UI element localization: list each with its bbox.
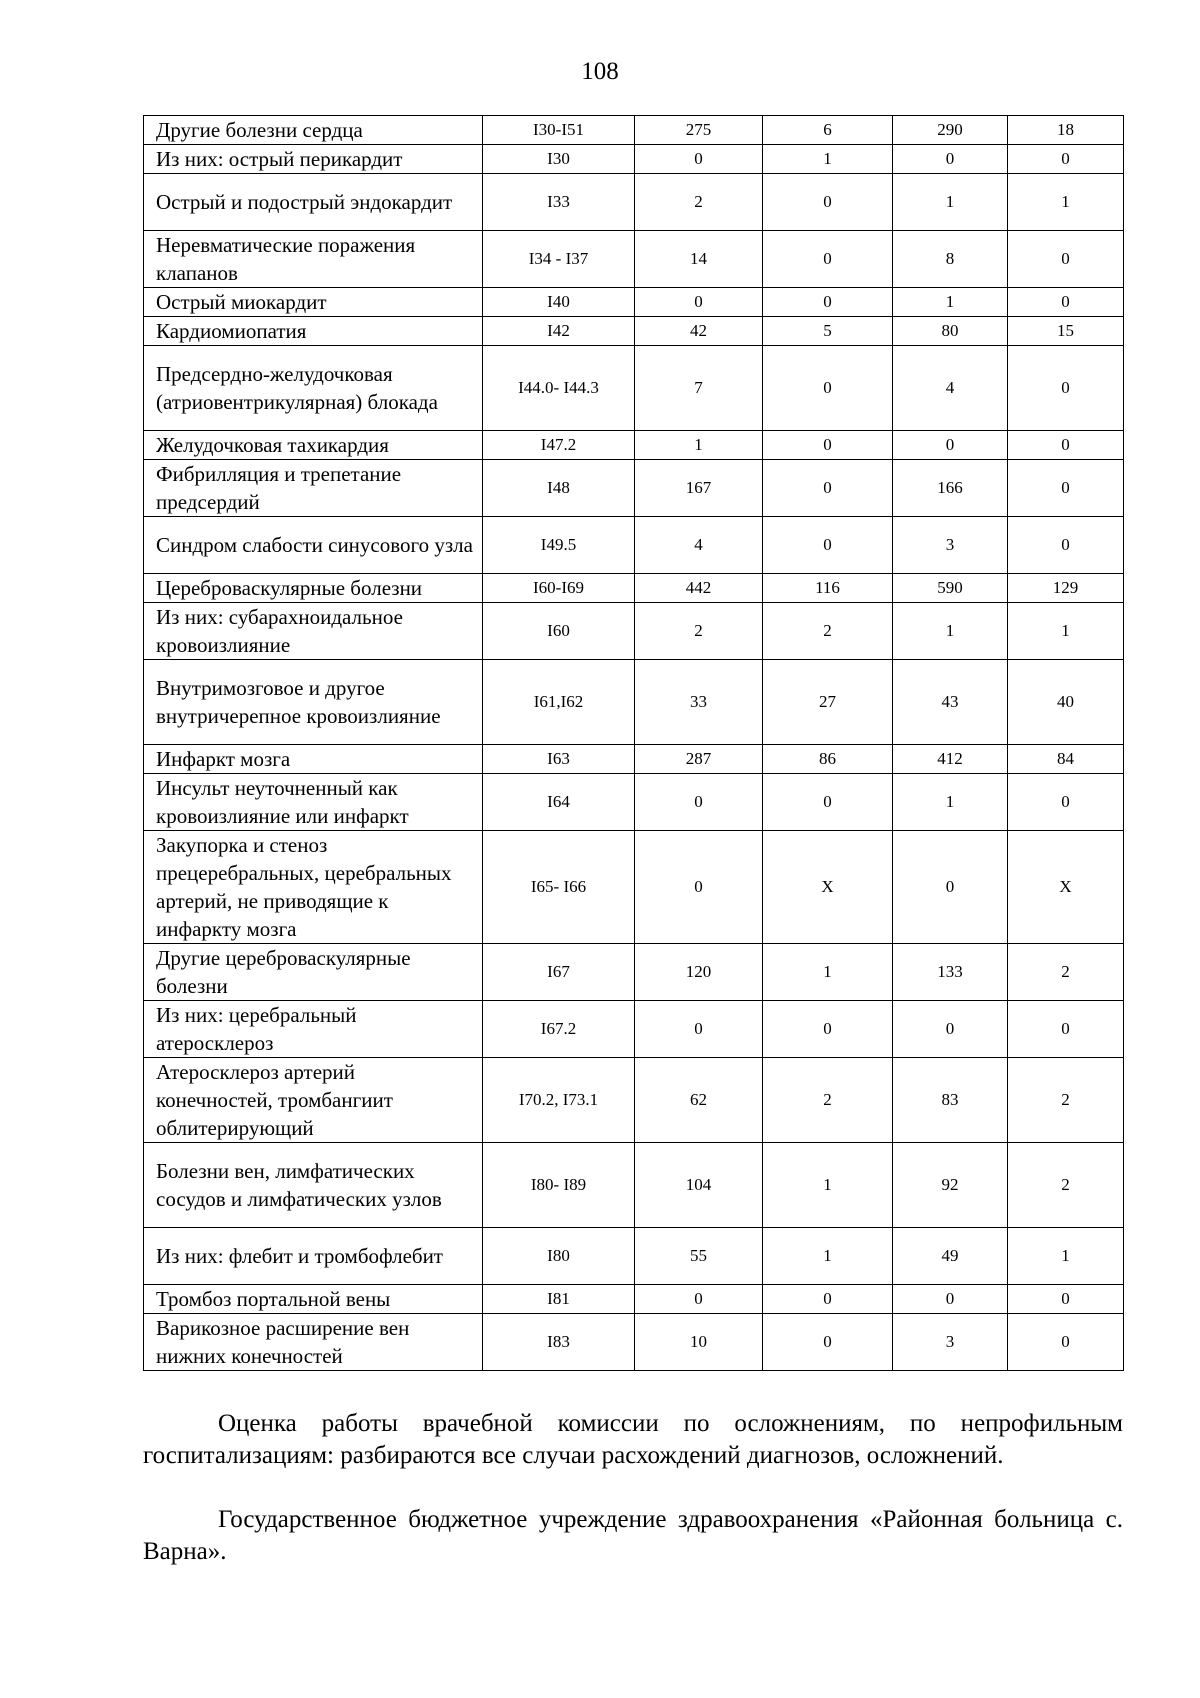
value-cell: 0 <box>1008 1285 1124 1314</box>
table-row <box>144 288 1124 317</box>
value-cell: 0 <box>763 1001 893 1058</box>
value-cell: X <box>1008 831 1124 944</box>
disease-name-cell: Из них: острый перикардит <box>144 145 483 174</box>
icd-code-cell: I63 <box>483 745 635 774</box>
disease-name-cell: Тромбоз портальной вены <box>144 1285 483 1314</box>
disease-name-cell: Предсердно-желудочковая (атриовентрикулярная) блокада <box>144 346 483 431</box>
icd-code-cell: I67.2 <box>483 1001 635 1058</box>
table-row <box>144 145 1124 174</box>
value-cell: 116 <box>763 574 893 603</box>
value-cell: 0 <box>893 831 1008 944</box>
value-cell: 83 <box>893 1058 1008 1143</box>
disease-name-cell: Другие цереброваскулярные болезни <box>144 944 483 1001</box>
value-cell: 1 <box>893 288 1008 317</box>
icd-code-cell: I83 <box>483 1314 635 1371</box>
value-cell: 7 <box>635 346 763 431</box>
value-cell: 287 <box>635 745 763 774</box>
value-cell: 2 <box>763 1058 893 1143</box>
value-cell: 0 <box>635 1001 763 1058</box>
disease-name-cell: Из них: субарахноидальное кровоизлияние <box>144 603 483 660</box>
value-cell: 10 <box>635 1314 763 1371</box>
value-cell: 0 <box>763 431 893 460</box>
value-cell: 2 <box>635 174 763 231</box>
value-cell: 0 <box>893 431 1008 460</box>
value-cell: 4 <box>635 517 763 574</box>
disease-name-cell: Закупорка и стеноз прецеребральных, церебральных артерий, не приводящие к инфаркту мозга <box>144 831 483 944</box>
value-cell: 40 <box>1008 660 1124 745</box>
value-cell: 0 <box>893 145 1008 174</box>
disease-name-cell: Кардиомиопатия <box>144 317 483 346</box>
disease-name-cell: Атеросклероз артерий конечностей, тромбангиит облитерирующий <box>144 1058 483 1143</box>
table-row <box>144 1143 1124 1228</box>
value-cell: 2 <box>1008 1143 1124 1228</box>
disease-statistics-table <box>143 115 1124 1371</box>
table-row <box>144 1001 1124 1058</box>
value-cell: 0 <box>763 288 893 317</box>
disease-name-cell: Инсульт неуточненный как кровоизлияние или инфаркт <box>144 774 483 831</box>
value-cell: 0 <box>763 517 893 574</box>
table-row <box>144 1058 1124 1143</box>
value-cell: 92 <box>893 1143 1008 1228</box>
disease-name-cell: Варикозное расширение вен нижних конечностей <box>144 1314 483 1371</box>
icd-code-cell: I42 <box>483 317 635 346</box>
icd-code-cell: I81 <box>483 1285 635 1314</box>
value-cell: 167 <box>635 460 763 517</box>
table-row <box>144 574 1124 603</box>
value-cell: 590 <box>893 574 1008 603</box>
icd-code-cell: I44.0- I44.3 <box>483 346 635 431</box>
disease-name-cell: Из них: церебральный атеросклероз <box>144 1001 483 1058</box>
value-cell: 290 <box>893 116 1008 145</box>
value-cell: 2 <box>635 603 763 660</box>
table-row <box>144 944 1124 1001</box>
value-cell: 1 <box>1008 603 1124 660</box>
value-cell: 1 <box>763 1143 893 1228</box>
value-cell: 3 <box>893 517 1008 574</box>
table-row <box>144 346 1124 431</box>
value-cell: 0 <box>1008 517 1124 574</box>
value-cell: 2 <box>1008 1058 1124 1143</box>
icd-code-cell: I65- I66 <box>483 831 635 944</box>
value-cell: 18 <box>1008 116 1124 145</box>
value-cell: 27 <box>763 660 893 745</box>
icd-code-cell: I60 <box>483 603 635 660</box>
value-cell: 43 <box>893 660 1008 745</box>
table-row <box>144 745 1124 774</box>
icd-code-cell: I64 <box>483 774 635 831</box>
table-row <box>144 317 1124 346</box>
disease-name-cell: Из них: флебит и тромбофлебит <box>144 1228 483 1285</box>
disease-name-cell: Фибрилляция и трепетание предсердий <box>144 460 483 517</box>
icd-code-cell: I80- I89 <box>483 1143 635 1228</box>
value-cell: 0 <box>763 231 893 288</box>
paragraph-text: Государственное бюджетное учреждение здравоохранения «Районная больница с. Варна». <box>143 1506 1123 1565</box>
value-cell: 0 <box>1008 774 1124 831</box>
value-cell: 1 <box>893 774 1008 831</box>
value-cell: X <box>763 831 893 944</box>
page-number: 108 <box>581 58 619 85</box>
value-cell: 5 <box>763 317 893 346</box>
body-paragraph <box>143 1504 1123 1568</box>
value-cell: 412 <box>893 745 1008 774</box>
value-cell: 0 <box>635 774 763 831</box>
value-cell: 42 <box>635 317 763 346</box>
icd-code-cell: I47.2 <box>483 431 635 460</box>
value-cell: 0 <box>1008 288 1124 317</box>
table-row <box>144 1285 1124 1314</box>
disease-name-cell: Острый миокардит <box>144 288 483 317</box>
table-row <box>144 660 1124 745</box>
disease-name-cell: Инфаркт мозга <box>144 745 483 774</box>
table-row <box>144 603 1124 660</box>
disease-name-cell: Синдром слабости синусового узла <box>144 517 483 574</box>
value-cell: 2 <box>1008 944 1124 1001</box>
value-cell: 1 <box>635 431 763 460</box>
icd-code-cell: I61,I62 <box>483 660 635 745</box>
value-cell: 275 <box>635 116 763 145</box>
table-row <box>144 116 1124 145</box>
value-cell: 2 <box>763 603 893 660</box>
icd-code-cell: I30 <box>483 145 635 174</box>
table-row <box>144 1314 1124 1371</box>
value-cell: 442 <box>635 574 763 603</box>
value-cell: 4 <box>893 346 1008 431</box>
table-row <box>144 831 1124 944</box>
value-cell: 14 <box>635 231 763 288</box>
disease-name-cell: Цереброваскулярные болезни <box>144 574 483 603</box>
disease-name-cell: Желудочковая тахикардия <box>144 431 483 460</box>
value-cell: 1 <box>1008 1228 1124 1285</box>
value-cell: 0 <box>1008 1001 1124 1058</box>
value-cell: 55 <box>635 1228 763 1285</box>
icd-code-cell: I67 <box>483 944 635 1001</box>
value-cell: 0 <box>1008 1314 1124 1371</box>
value-cell: 62 <box>635 1058 763 1143</box>
disease-name-cell: Другие болезни сердца <box>144 116 483 145</box>
value-cell: 1 <box>763 1228 893 1285</box>
value-cell: 0 <box>635 288 763 317</box>
table-row <box>144 460 1124 517</box>
value-cell: 0 <box>1008 431 1124 460</box>
value-cell: 120 <box>635 944 763 1001</box>
table-row <box>144 517 1124 574</box>
icd-code-cell: I80 <box>483 1228 635 1285</box>
icd-code-cell: I48 <box>483 460 635 517</box>
value-cell: 6 <box>763 116 893 145</box>
disease-name-cell: Болезни вен, лимфатических сосудов и лимфатических узлов <box>144 1143 483 1228</box>
value-cell: 0 <box>893 1285 1008 1314</box>
value-cell: 1 <box>1008 174 1124 231</box>
value-cell: 8 <box>893 231 1008 288</box>
value-cell: 166 <box>893 460 1008 517</box>
value-cell: 104 <box>635 1143 763 1228</box>
icd-code-cell: I30-I51 <box>483 116 635 145</box>
icd-code-cell: I49.5 <box>483 517 635 574</box>
icd-code-cell: I34 - I37 <box>483 231 635 288</box>
value-cell: 1 <box>763 145 893 174</box>
value-cell: 0 <box>635 831 763 944</box>
value-cell: 1 <box>893 603 1008 660</box>
value-cell: 33 <box>635 660 763 745</box>
value-cell: 1 <box>763 944 893 1001</box>
value-cell: 0 <box>763 174 893 231</box>
value-cell: 0 <box>635 145 763 174</box>
icd-code-cell: I40 <box>483 288 635 317</box>
disease-name-cell: Неревматические поражения клапанов <box>144 231 483 288</box>
table-row <box>144 774 1124 831</box>
value-cell: 3 <box>893 1314 1008 1371</box>
value-cell: 133 <box>893 944 1008 1001</box>
table-row <box>144 174 1124 231</box>
icd-code-cell: I60-I69 <box>483 574 635 603</box>
value-cell: 0 <box>635 1285 763 1314</box>
value-cell: 0 <box>763 346 893 431</box>
value-cell: 84 <box>1008 745 1124 774</box>
value-cell: 0 <box>893 1001 1008 1058</box>
table-row <box>144 231 1124 288</box>
value-cell: 80 <box>893 317 1008 346</box>
value-cell: 0 <box>1008 145 1124 174</box>
value-cell: 86 <box>763 745 893 774</box>
icd-code-cell: I70.2, I73.1 <box>483 1058 635 1143</box>
value-cell: 0 <box>1008 460 1124 517</box>
table-row <box>144 431 1124 460</box>
table-row <box>144 1228 1124 1285</box>
value-cell: 0 <box>763 1314 893 1371</box>
disease-name-cell: Внутримозговое и другое внутричерепное кровоизлияние <box>144 660 483 745</box>
value-cell: 0 <box>1008 346 1124 431</box>
value-cell: 129 <box>1008 574 1124 603</box>
icd-code-cell: I33 <box>483 174 635 231</box>
value-cell: 15 <box>1008 317 1124 346</box>
value-cell: 0 <box>763 460 893 517</box>
body-paragraph <box>143 1408 1123 1472</box>
disease-name-cell: Острый и подострый эндокардит <box>144 174 483 231</box>
value-cell: 0 <box>763 774 893 831</box>
value-cell: 0 <box>763 1285 893 1314</box>
value-cell: 49 <box>893 1228 1008 1285</box>
paragraph-text: Оценка работы врачебной комиссии по осложнениям, по непрофильным госпитализациям: разбираются все случаи расхождений диагнозов, осложнений. <box>143 1410 1123 1469</box>
value-cell: 1 <box>893 174 1008 231</box>
value-cell: 0 <box>1008 231 1124 288</box>
